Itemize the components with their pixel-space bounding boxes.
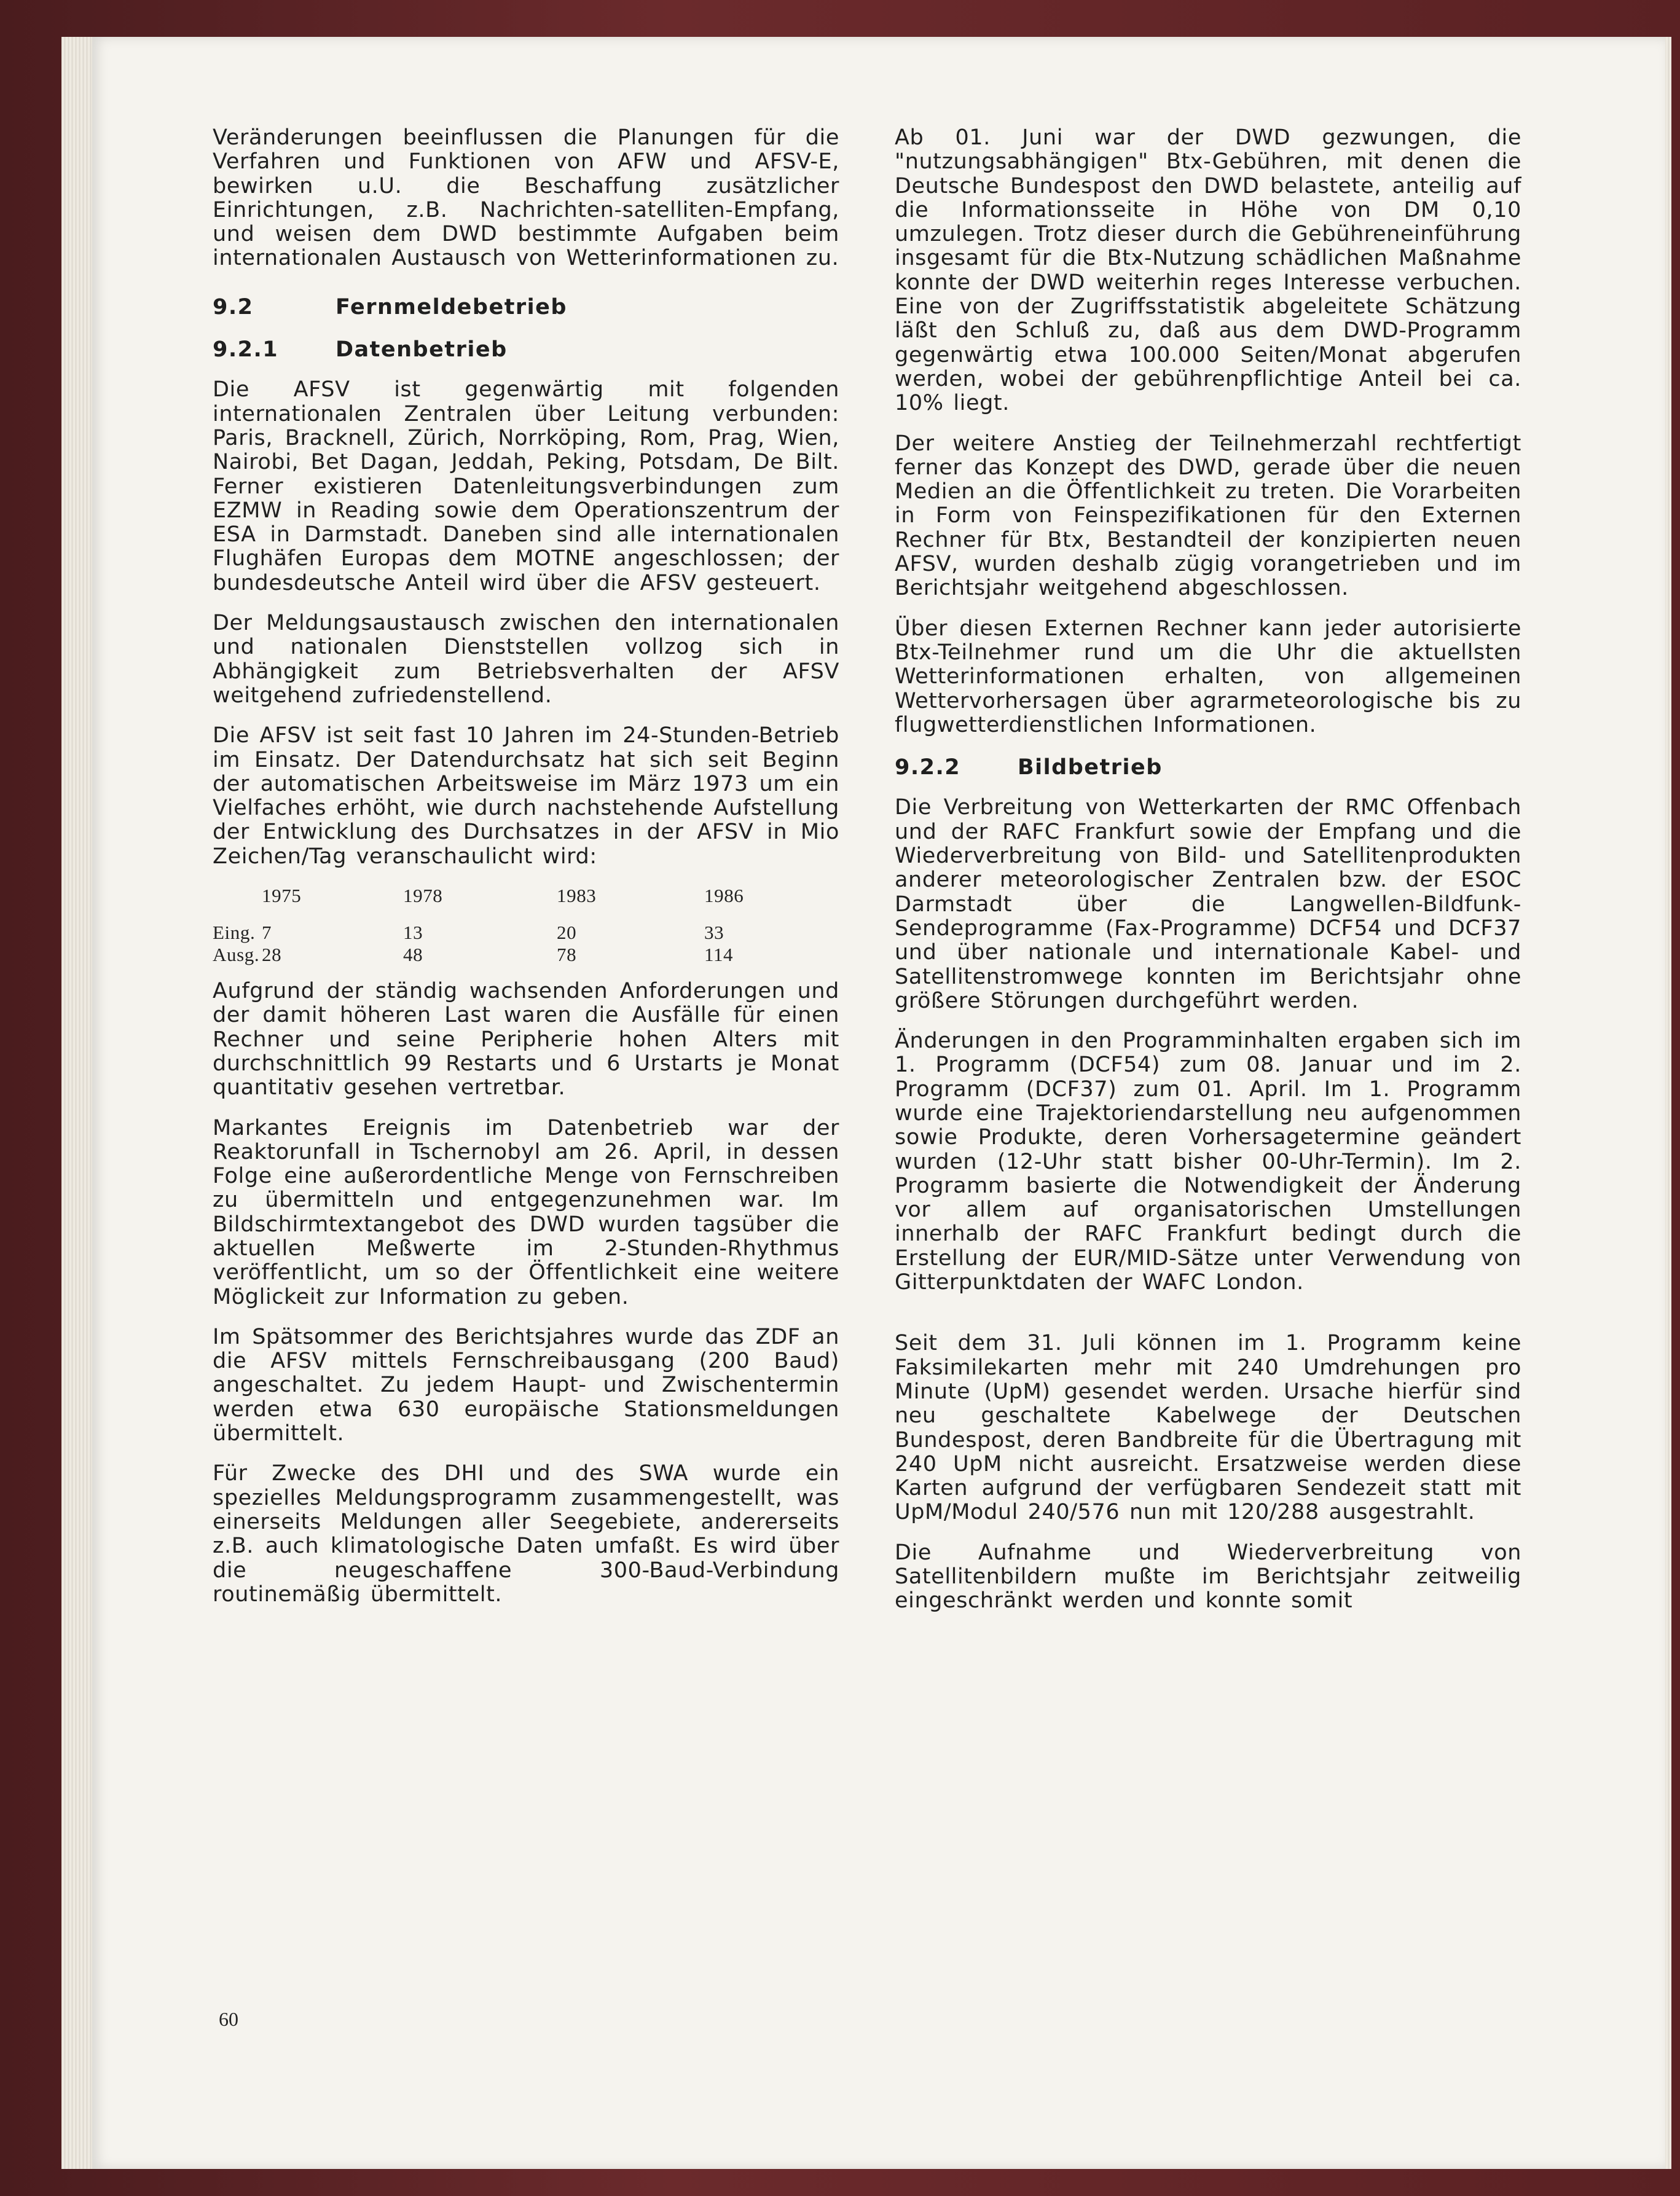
paragraph: Die Aufnahme und Wiederverbreitung von Satellitenbildern mußte im Berichtsjahr zeitweilig eingeschränkt werden und konnte somit	[895, 1540, 1521, 1614]
paragraph: Ab 01. Juni war der DWD gezwungen, die "nutzungsabhängigen" Btx-Gebühren, mit denen die Deutsche Bundespost den DWD belastete, anteilig auf die Informationsseite in Höhe von DM 0,10 umzulegen. Trotz dieser durch die Gebühreneinführung insgesamt für die Btx-Nutzung schädlichen Maßnahme konnte der DWD weiterhin reges Interesse verbuchen. Eine von der Zugriffsstatistik abgeleitete Schätzung läßt den Schluß zu, daß aus dem DWD-Programm gegenwärtig etwa 100.000 Seiten/Monat abgerufen werden, wobei der gebührenpflichtige Anteil bei ca. 10% liegt.	[895, 125, 1521, 416]
table-cell: 48	[403, 944, 423, 966]
subsection-heading	[213, 338, 839, 362]
table-header-cell: 1983	[557, 885, 597, 907]
section-heading	[213, 296, 839, 320]
paragraph: Markantes Ereignis im Datenbetrieb war der Reaktorunfall in Tschernobyl am 26. April, in dessen Folge eine außerordentliche Menge von Fernschreiben zu übermitteln und entgegenzunehmen war. Im Bildschirmtextangebot des DWD wurden tagsüber die aktuellen Meßwerte im 2-Stunden-Rhythmus veröffentlicht, um so der Öffentlichkeit eine weitere Möglickeit zur Information zu geben.	[213, 1115, 839, 1309]
subsection-heading	[895, 756, 1521, 780]
subsection-title: Datenbetrieb	[336, 337, 508, 363]
table-row	[213, 944, 778, 966]
paragraph: Die AFSV ist gegenwärtig mit folgenden internationalen Zentralen über Leitung verbunden: Paris, Bracknell, Zürich, Norrköping, Rom, Prag, Wien, Nairobi, Bet Dagan, Jeddah, Peking, Potsdam, De Bilt. Ferner existieren Datenleitungsverbindungen zum EZMW in Reading sowie dem Operationszentrum der ESA in Darmstadt. Daneben sind alle internationalen Flughäfen Europas dem MOTNE angeschlossen; der bundesdeutsche Anteil wird über die AFSV gesteuert.	[213, 377, 839, 595]
table-row	[213, 922, 778, 944]
table-cell: 13	[403, 922, 423, 944]
table-header-cell: 1975	[262, 885, 302, 907]
paragraph: Im Spätsommer des Berichtsjahres wurde das ZDF an die AFSV mittels Fernschreibausgang (200 Baud) angeschaltet. Zu jedem Haupt- und Zwischentermin werden etwa 630 europäische Stationsmeldungen übermittelt.	[213, 1324, 839, 1446]
right-column	[895, 126, 1521, 1629]
row-label: Eing.	[213, 922, 256, 944]
table-cell: 20	[557, 922, 577, 944]
page-number: 60	[219, 2008, 238, 2030]
paragraph: Die AFSV ist seit fast 10 Jahren im 24-Stunden-Betrieb im Einsatz. Der Datendurchsatz hat sich seit Beginn der automatischen Arbeitsweise im März 1973 um ein Vielfaches erhöht, wie durch nachstehende Aufstellung der Entwicklung des Durchsatzes in der AFSV in Mio Zeichen/Tag veranschaulicht wird:	[213, 723, 839, 869]
paragraph: Aufgrund der ständig wachsenden Anforderungen und der damit höheren Last waren die Ausfälle für einen Rechner und seine Peripherie hohen Alters mit durchschnittlich 99 Restarts und 6 Urstarts je Monat quantitativ gesehen vertretbar.	[213, 979, 839, 1100]
subsection-number: 9.2.2	[895, 755, 961, 780]
throughput-table	[213, 885, 778, 966]
paragraph: Über diesen Externen Rechner kann jeder autorisierte Btx-Teilnehmer rund um die Uhr die aktuellsten Wetterinformationen erhalten, von allgemeinen Wettervorhersagen über agrarmeteorologische bis zu flugwetterdienstlichen Informationen.	[895, 616, 1521, 737]
intro-paragraph: Veränderungen beeinflussen die Planungen für die Verfahren und Funktionen von AFW und AFSV-E, bewirken u.U. die Beschaffung zusätzlicher Einrichtungen, z.B. Nachrichten-satelliten-Empfang, und weisen dem DWD bestimmte Aufgaben beim internationalen Austausch von Wetterinformationen zu.	[213, 125, 839, 271]
table-header-cell: 1986	[704, 885, 744, 907]
table-cell: 78	[557, 944, 577, 966]
row-label: Ausg.	[213, 944, 260, 966]
table-header-cell: 1978	[403, 885, 443, 907]
left-column	[213, 126, 839, 1623]
paragraph: Änderungen in den Programminhalten ergaben sich im 1. Programm (DCF54) zum 08. Januar und im 2. Programm (DCF37) zum 01. April. Im 1. Programm wurde eine Trajektoriendarstellung neu aufgenommen sowie Produkte, deren Vorhersagetermine geändert wurden (12-Uhr statt bisher 00-Uhr-Termin). Im 2. Programm basierte die Notwendigkeit der Änderung vor allem auf organisatorischen Umstellungen innerhalb der RAFC Frankfurt bedingt durch die Erstellung der EUR/MID-Sätze unter Verwendung von Gitterpunktdaten der WAFC London.	[895, 1029, 1521, 1295]
subsection-number: 9.2.1	[213, 337, 279, 363]
subsection-title: Bildbetrieb	[1018, 755, 1163, 780]
paragraph: Der weitere Anstieg der Teilnehmerzahl rechtfertigt ferner das Konzept des DWD, gerade über die neuen Medien an die Öffentlichkeit zu treten. Die Vorarbeiten in Form von Feinspezifikationen für den Externen Rechner für Btx, Bestandteil der konzipierten neuen AFSV, wurden deshalb zügig vorangetrieben und im Berichtsjahr weitgehend abgeschlossen.	[895, 431, 1521, 601]
table-cell: 114	[704, 944, 734, 966]
section-number: 9.2	[213, 294, 254, 320]
paragraph: Für Zwecke des DHI und des SWA wurde ein spezielles Meldungsprogramm zusammengestellt, was einerseits Meldungen aller Seegebiete, andererseits z.B. auch klimatologische Daten umfaßt. Es wird über die neugeschaffene 300-Baud-Verbindung routinemäßig übermittelt.	[213, 1461, 839, 1607]
table-header-row	[213, 885, 778, 922]
table-cell: 33	[704, 922, 724, 944]
paragraph: Der Meldungsaustausch zwischen den internationalen und nationalen Dienststellen vollzog sich in Abhängigkeit zum Betriebsverhalten der AFSV weitgehend zufriedenstellend.	[213, 611, 839, 708]
paragraph: Seit dem 31. Juli können im 1. Programm keine Faksimilekarten mehr mit 240 Umdrehungen pro Minute (UpM) gesendet werden. Ursache hierfür sind neu geschaltete Kabelwege der Deutschen Bundespost, deren Bandbreite für die Übertragung mit 240 UpM nicht ausreicht. Ersatzweise werden diese Karten aufgrund der verfügbaren Sendezeit statt mit UpM/Modul 240/576 nun mit 120/288 ausgestrahlt.	[895, 1331, 1521, 1525]
paragraph: Die Verbreitung von Wetterkarten der RMC Offenbach und der RAFC Frankfurt sowie der Empfang und die Wiederverbreitung von Bild- und Satellitenprodukten anderer meteorologischer Zentralen bzw. der ESOC Darmstadt über die Langwellen-Bildfunk-Sendeprogramme (Fax-Programme) DCF54 und DCF37 und über nationale und internationale Kabel- und Satellitenstromwege konnten im Berichtsjahr ohne größere Störungen durchgeführt werden.	[895, 795, 1521, 1013]
section-title: Fernmeldebetrieb	[336, 294, 567, 320]
table-cell: 7	[262, 922, 272, 944]
table-cell: 28	[262, 944, 282, 966]
